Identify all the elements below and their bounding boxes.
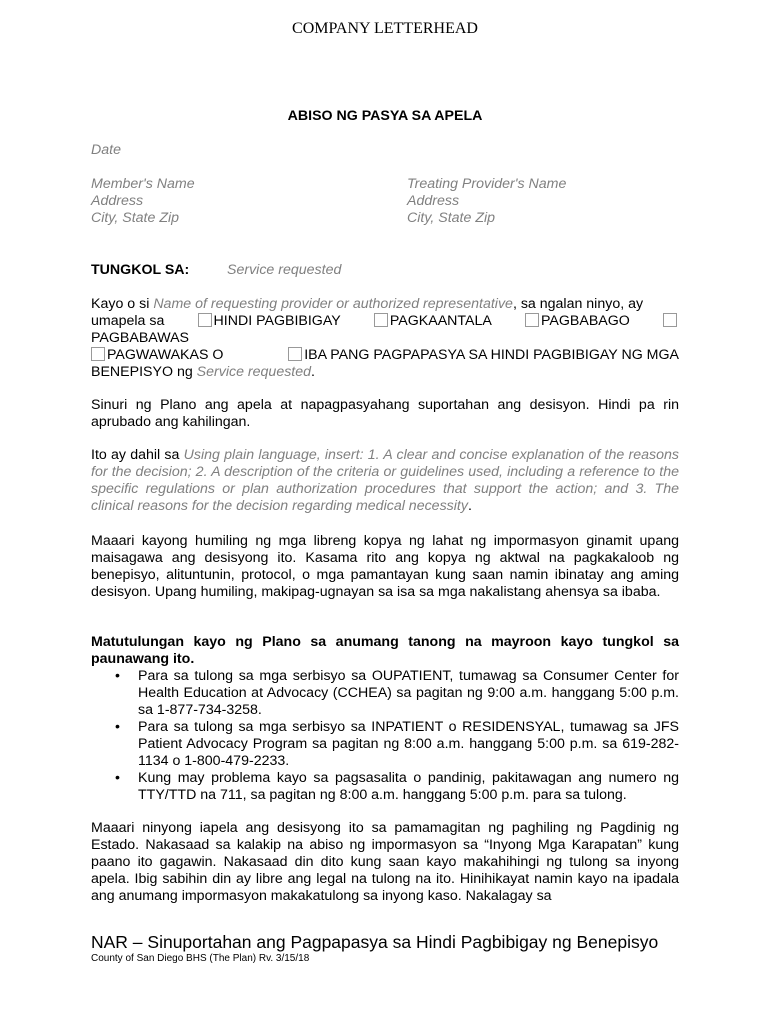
option-delay[interactable]: PAGKAANTALA <box>374 313 492 330</box>
checkbox-delay[interactable] <box>374 313 388 327</box>
bullet-icon: • <box>115 770 120 786</box>
appeal-lead: Kayo o si <box>91 296 154 312</box>
reviewed-paragraph: Sinuri ng Plano ang apela at napagpasyahang suportahan ang desisyon. Hindi pa rin aprubado ang kahilingan. <box>91 397 679 430</box>
provider-address: Address <box>407 193 460 209</box>
reason-lead: Ito ay dahil sa <box>91 447 184 463</box>
appeal-line-5: BENEPISYO ng Service requested. <box>91 364 315 380</box>
checkbox-denial[interactable] <box>198 313 212 327</box>
appeal-paragraph <box>91 296 679 381</box>
checkbox-modification[interactable] <box>525 313 539 327</box>
appeal-service-placeholder: Service requested <box>196 364 312 380</box>
member-address-block <box>91 176 195 227</box>
checkbox-reduction[interactable] <box>663 313 677 327</box>
bullet-icon: • <box>115 668 120 684</box>
hearing-paragraph: Maaari ninyong iapela ang desisyong ito sa pamamagitan ng paghiling ng Pagdinig ng Estado. Nakasaad sa kalakip na abiso ng impormasyon sa “Inyong Mga Karapatan” kung paano ito gagawin. Nakasaad din dito kung saan kayo makahihingi ng tulong sa inyong apela. Ibig sabihin din ay libre ang legal na tulong na ito. Hinihikayat namin kayo na ipadala ang anumang impormasyon makakatulong sa inyong kaso. Nakalagay sa <box>91 820 679 904</box>
member-city: City, State Zip <box>91 210 180 226</box>
regarding-label: TUNGKOL SA: <box>91 262 190 278</box>
appeal-line-4 <box>91 347 679 364</box>
notice-title: ABISO NG PASYA SA APELA <box>287 108 483 124</box>
copies-paragraph: Maaari kayong humiling ng mga libreng kopya ng lahat ng impormasyon ginamit upang maisagawa ang desisyong ito. Kasama rito ang kopya ng aktwal na pagkakaloob ng benepisyo, alituntunin, protocol, o mga pamantayan kung saan namin ibinatay ang aming desisyon. Upang humiling, makipag-ugnayan sa isa sa mga nakalistang ahensya sa ibaba. <box>91 533 679 600</box>
checkbox-other[interactable] <box>288 347 302 361</box>
bullet-icon: • <box>115 719 120 735</box>
reason-instructions: Using plain language, insert: 1. A clear and concise explanation of the reasons for the decision; 2. A description of the criteria or guidelines used, including a reference to the specific regulations or plan authorization procedures that support the action; and 3. The clinical reasons for the decision regarding medical necessity <box>91 447 679 514</box>
regarding-line <box>91 262 679 279</box>
member-name: Member's Name <box>91 176 195 192</box>
option-denial[interactable]: HINDI PAGBIBIGAY <box>198 313 341 330</box>
footer-title: NAR – Sinuportahan ang Pagpapasya sa Hindi Pagbibigay ng Benepisyo <box>91 932 659 952</box>
option-modification[interactable]: PAGBABAGO <box>525 313 630 330</box>
list-item: • Kung may problema kayo sa pagsasalita o pandinig, pakitawagan ang numero ng TTY/TTD na 711, sa pagitan ng 8:00 a.m. hanggang 5:00 p.m. para sa tulong. <box>115 770 679 803</box>
member-address: Address <box>91 193 144 209</box>
provider-city: City, State Zip <box>407 210 496 226</box>
footer-subtitle: County of San Diego BHS (The Plan) Rv. 3/15/18 <box>91 953 310 964</box>
checkbox-termination[interactable] <box>91 347 105 361</box>
appeal-line-3 <box>91 330 679 347</box>
list-item: • Para sa tulong sa mga serbisyo sa INPATIENT o RESIDENSYAL, tumawag sa JFS Patient Advocacy Program sa pagitan ng 8:00 a.m. hanggang 5:00 p.m. sa 619-282-1134 o 1-800-479-2233. <box>115 719 679 769</box>
provider-address-block <box>407 176 566 227</box>
provider-name: Treating Provider's Name <box>407 176 567 192</box>
appeal-line-2 <box>91 313 679 330</box>
appeal-line-1 <box>91 296 679 313</box>
option-termination[interactable]: PAGWAWAKAS O <box>91 347 223 364</box>
option-reduction-label: PAGBABAWAS <box>91 330 190 346</box>
requester-placeholder: Name of requesting provider or authorized representative <box>153 296 513 312</box>
reason-paragraph: Ito ay dahil sa Using plain language, insert: 1. A clear and concise explanation of the reasons for the decision; 2. A description of the criteria or guidelines used, including a reference to the specific regulations or plan authorization procedures that support the action; and 3. The clinical reasons for the decision regarding medical necessity. <box>91 447 679 514</box>
help-list <box>91 668 679 804</box>
umapela-sa: umapela sa <box>91 313 165 329</box>
benepisyo-ng: BENEPISYO ng <box>91 364 197 380</box>
appeal-after-requester: , sa ngalan ninyo, ay <box>512 296 644 312</box>
date-placeholder: Date <box>91 142 121 158</box>
help-heading: Matutulungan kayo ng Plano sa anumang tanong na mayroon kayo tungkol sa paunawang ito. <box>91 634 679 667</box>
regarding-service: Service requested <box>227 262 342 278</box>
company-letterhead: COMPANY LETTERHEAD <box>292 20 478 37</box>
option-other[interactable]: IBA PANG PAGPAPASYA SA HINDI PAGBIBIGAY NG MGA <box>288 347 679 364</box>
list-item: • Para sa tulong sa mga serbisyo sa OUPATIENT, tumawag sa Consumer Center for Health Education at Advocacy (CCHEA) sa pagitan ng 9:00 a.m. hanggang 5:00 p.m. sa 1-877-734-3258. <box>115 668 679 718</box>
